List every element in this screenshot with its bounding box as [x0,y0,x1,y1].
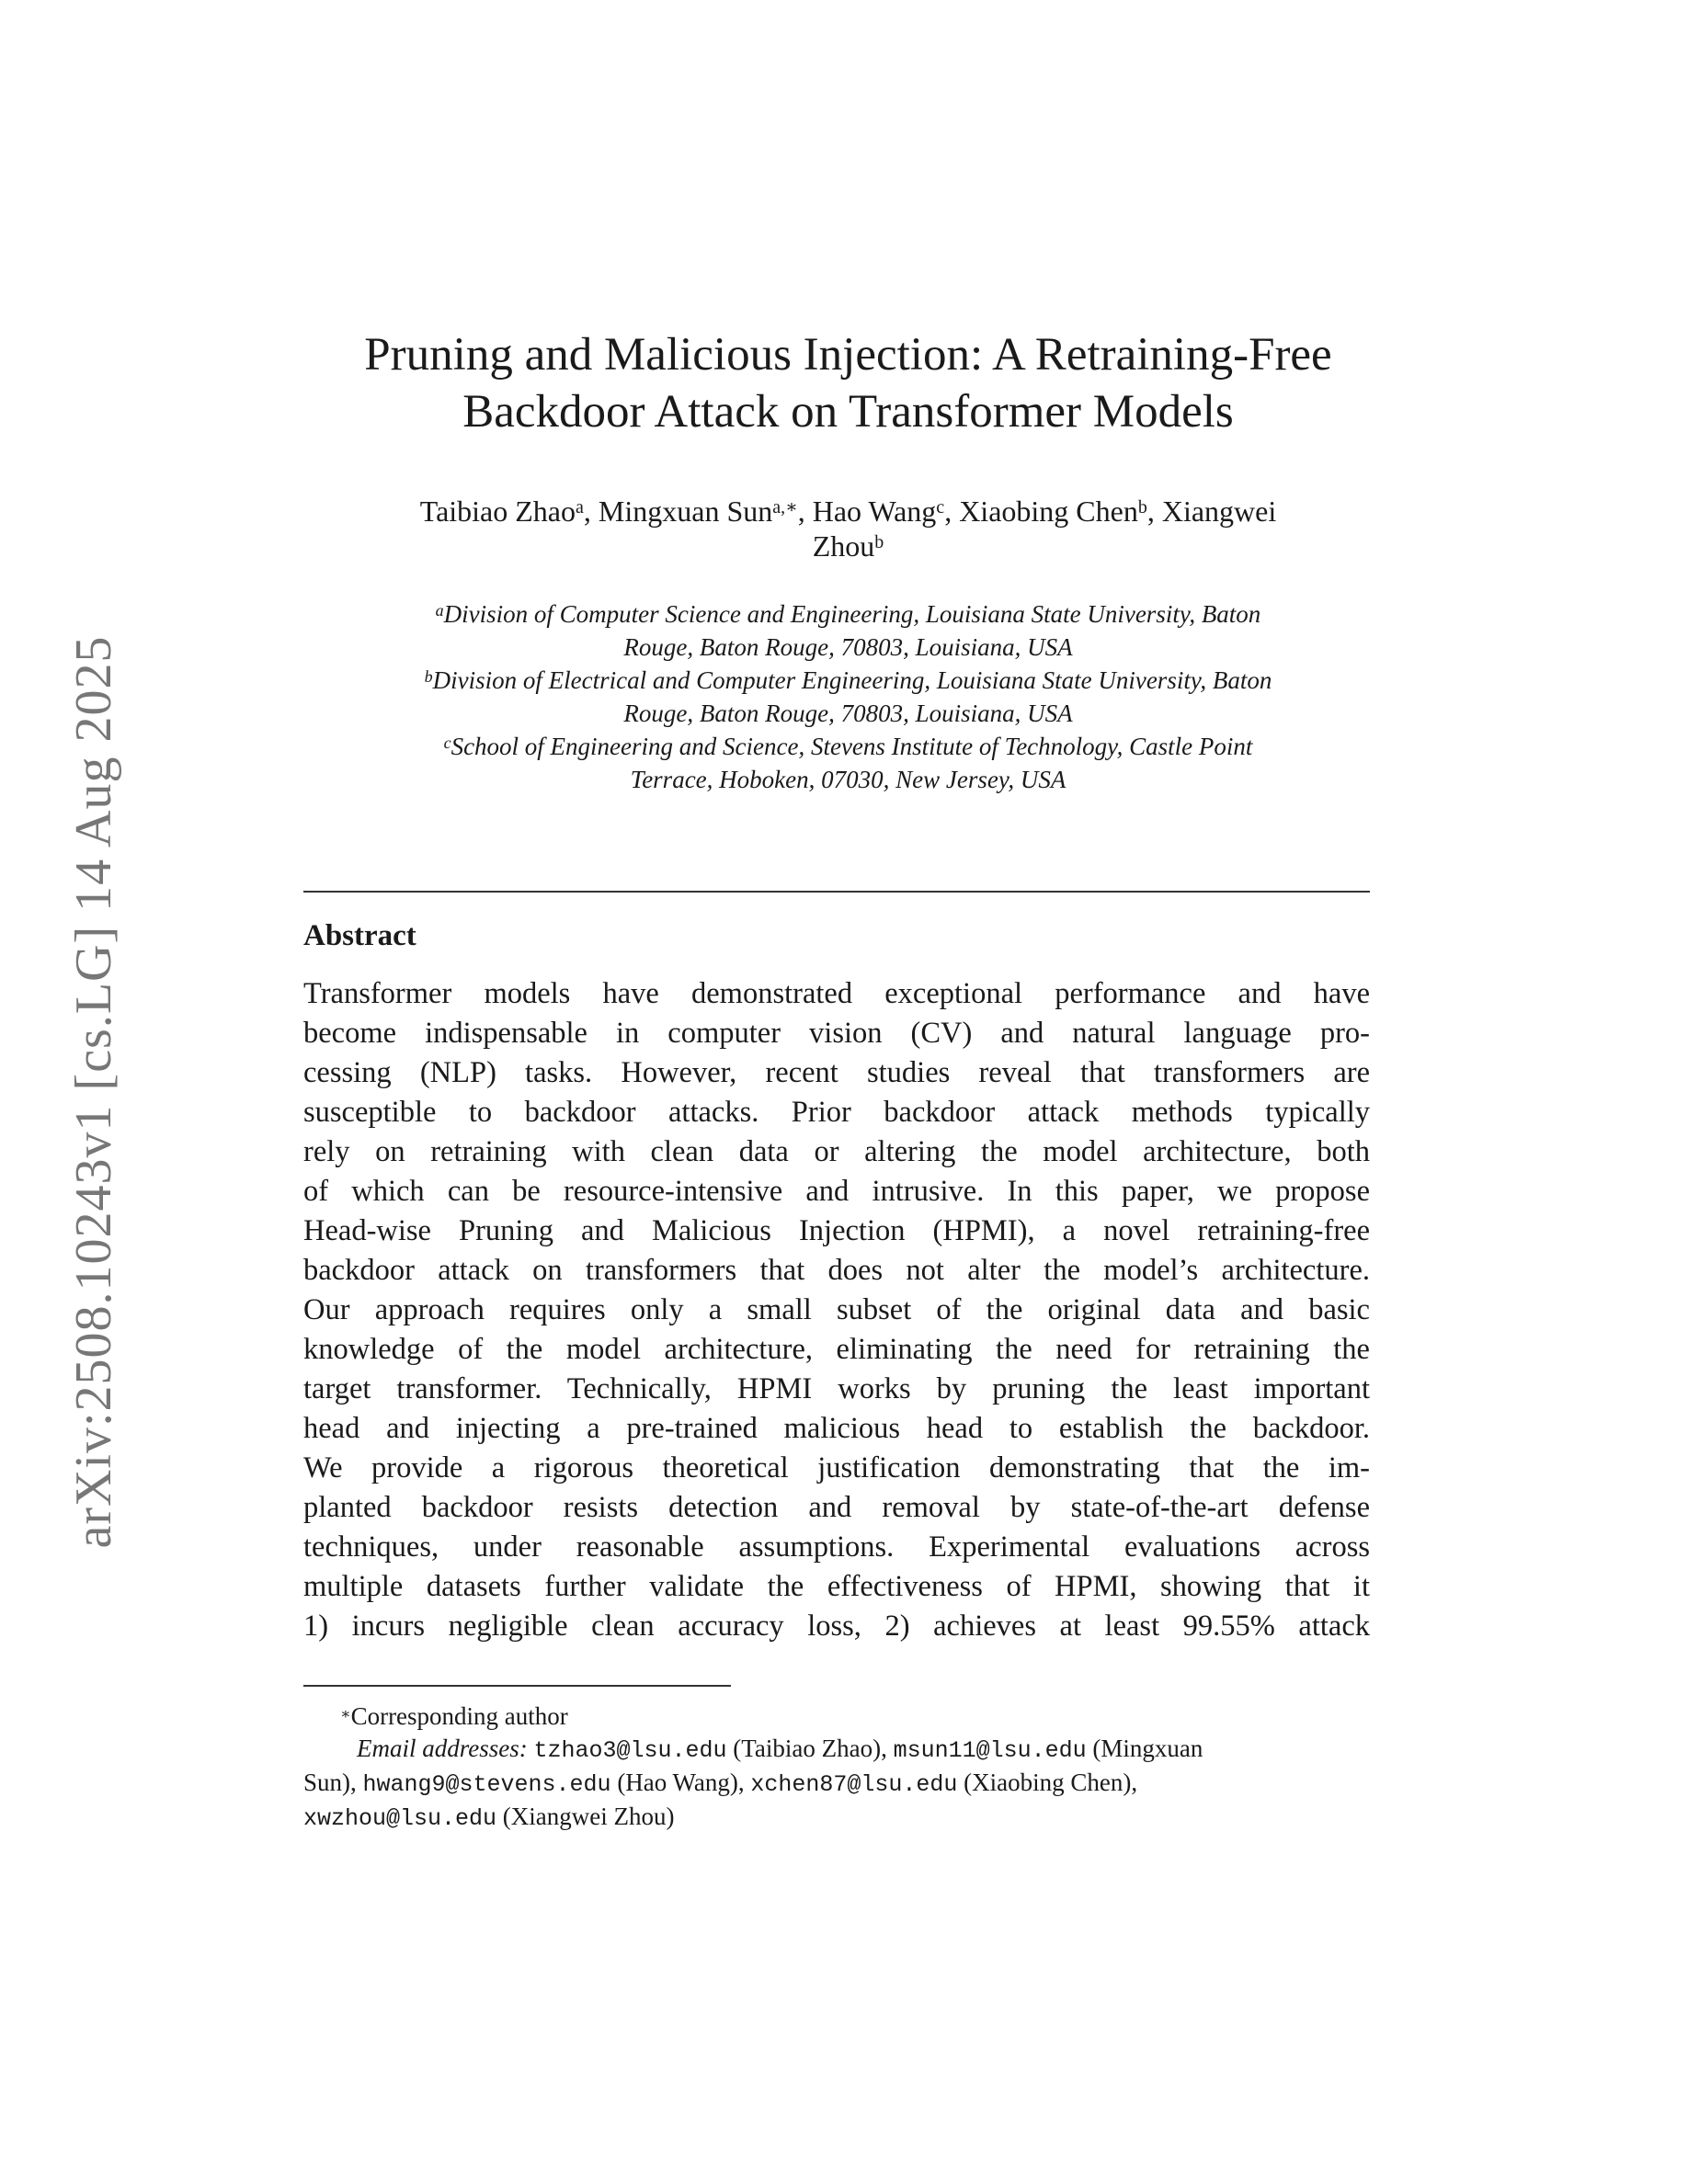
abstract-line: planted backdoor resists detection and removal by state-of-the-art defense [303,1491,1370,1524]
author-sup: a [576,497,584,518]
affiliation-c [303,730,1393,796]
author-name: Taibiao Zhao [419,495,576,528]
abstract-line: rely on retraining with clean data or altering the model architecture, both [303,1135,1370,1168]
author-separator: , [583,495,599,528]
affiliation-sup: b [424,667,433,686]
author-sup: a,∗ [772,497,798,518]
email-link[interactable]: hwang9@stevens.edu [362,1771,611,1798]
abstract-line: 1) incurs negligible clean accuracy loss, 2) achieves at least 99.55% attack [303,1610,1370,1643]
corresponding-text: Corresponding author [350,1702,568,1730]
footnote-divider [303,1685,731,1687]
abstract-line: Our approach requires only a small subset of the original data and basic [303,1293,1370,1326]
abstract-heading: Abstract [303,919,416,952]
email-owner: (Hao Wang), [610,1769,751,1796]
abstract-line: target transformer. Technically, HPMI works by pruning the least important [303,1372,1370,1405]
abstract-line: head and injecting a pre-trained malicious head to establish the backdoor. [303,1412,1370,1445]
affiliation-line: Rouge, Baton Rouge, 70803, Louisiana, USA [623,700,1073,727]
email-owner: (Mingxuan [1086,1735,1203,1762]
abstract-divider [303,891,1370,893]
affiliation-line: Terrace, Hoboken, 07030, New Jersey, USA [630,766,1066,793]
email-line-2 [303,1767,1370,1801]
affiliations [303,597,1393,796]
email-link[interactable]: tzhao3@lsu.edu [533,1737,727,1764]
abstract-line: susceptible to backdoor attacks. Prior backdoor attack methods typically [303,1096,1370,1129]
abstract-line: techniques, under reasonable assumptions. Experimental evaluations across [303,1530,1370,1564]
title-line-2: Backdoor Attack on Transformer Models [462,386,1234,438]
arxiv-identifier: arXiv:2508.10243v1 [cs.LG] 14 Aug 2025 [65,635,122,1549]
author-separator: , [797,495,813,528]
affiliation-a [303,597,1393,664]
abstract-line: backdoor attack on transformers that does not alter the model’s architecture. [303,1254,1370,1287]
affiliation-line: Rouge, Baton Rouge, 70803, Louisiana, USA [623,633,1073,661]
affiliation-line: School of Engineering and Science, Stevens Institute of Technology, Castle Point [451,733,1253,760]
author-line-2 [303,529,1393,563]
affiliation-sup: c [443,734,451,752]
abstract-line: Head-wise Pruning and Malicious Injection (HPMI), a novel retraining-free [303,1214,1370,1247]
affiliation-line: Division of Electrical and Computer Engineering, Louisiana State University, Baton [432,666,1272,694]
email-link[interactable]: xwzhou@lsu.edu [303,1805,497,1832]
author-separator: , [944,495,960,528]
corresponding-mark: ∗ [340,1705,351,1723]
author-name: Xiaobing Chen [959,495,1138,528]
author-separator: , [1146,495,1162,528]
affiliation-b [303,664,1393,730]
email-line-1 [303,1733,1370,1767]
email-owner: (Taibiao Zhao), [726,1735,894,1762]
author-list [303,494,1393,563]
email-line-3 [303,1801,1370,1835]
abstract-body [303,974,1370,1646]
abstract-line: cessing (NLP) tasks. However, recent studies reveal that transformers are [303,1056,1370,1089]
email-link[interactable]: msun11@lsu.edu [893,1737,1087,1764]
author-name: Hao Wang [812,495,937,528]
abstract-line: of which can be resource-intensive and intrusive. In this paper, we propose [303,1175,1370,1208]
email-link[interactable]: xchen87@lsu.edu [750,1771,958,1798]
author-name: Xiangwei [1161,495,1277,528]
abstract-line: become indispensable in computer vision (CV) and natural language pro- [303,1017,1370,1050]
abstract-line: multiple datasets further validate the effectiveness of HPMI, showing that it [303,1570,1370,1603]
email-label: Email addresses: [357,1735,528,1762]
footnote [303,1701,1370,1835]
abstract-line: knowledge of the model architecture, eliminating the need for retraining the [303,1333,1370,1366]
affiliation-line: Division of Computer Science and Engineering, Louisiana State University, Baton [443,600,1261,628]
author-name: Zhou [812,529,875,563]
author-sup: b [874,532,884,552]
author-name: Mingxuan Sun [598,495,773,528]
corresponding-author-note [303,1701,1370,1733]
author-line-1 [303,494,1393,529]
author-sup: c [936,497,945,518]
email-owner: (Xiaobing Chen), [957,1769,1138,1796]
abstract-line: We provide a rigorous theoretical justification demonstrating that the im- [303,1451,1370,1484]
paper-title [303,326,1393,440]
affiliation-sup: a [435,601,444,620]
abstract-line: Transformer models have demonstrated exceptional performance and have [303,977,1370,1010]
email-owner: (Xiangwei Zhou) [496,1803,675,1830]
email-owner: Sun), [303,1769,363,1796]
author-sup: b [1137,497,1147,518]
title-line-1: Pruning and Malicious Injection: A Retraining-Free [364,329,1332,381]
